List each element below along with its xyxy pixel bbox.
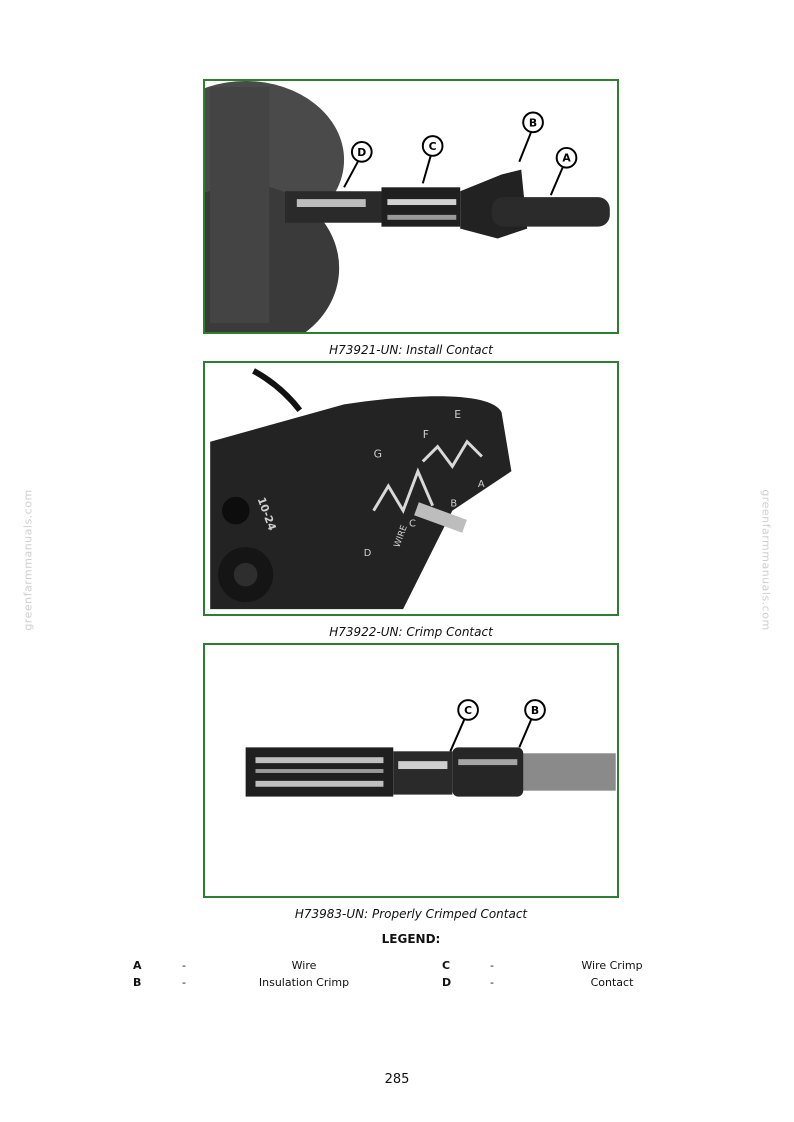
legend-dash-d: - bbox=[490, 976, 494, 989]
svg-text:A: A bbox=[477, 479, 485, 491]
legend-row-1 bbox=[0, 958, 794, 974]
svg-text:D: D bbox=[357, 145, 367, 159]
legend-text-d: Contact bbox=[590, 976, 634, 989]
svg-text:C: C bbox=[409, 518, 416, 530]
figure-install-contact bbox=[203, 79, 619, 334]
caption-crimped-contact: H73983-UN: Properly Crimped Contact bbox=[294, 907, 528, 921]
wire bbox=[492, 197, 610, 227]
watermark-right: greenfarmmanuals.com bbox=[759, 489, 773, 631]
caption-install-contact: H73921-UN: Install Contact bbox=[329, 343, 493, 357]
crimp-tool-photo bbox=[205, 363, 617, 614]
legend-key-d: D bbox=[442, 976, 452, 989]
legend-dash-c: - bbox=[490, 959, 494, 972]
legend-row-2 bbox=[0, 975, 794, 991]
svg-text:C: C bbox=[464, 703, 473, 717]
legend-key-b: B bbox=[133, 976, 142, 989]
legend-dash-a: - bbox=[182, 959, 186, 972]
svg-text:B: B bbox=[528, 116, 538, 130]
svg-text:D: D bbox=[363, 547, 372, 559]
install-contact-photo bbox=[205, 81, 617, 332]
caption-crimp-contact: H73922-UN: Crimp Contact bbox=[329, 625, 493, 639]
crimped-contact-photo bbox=[205, 645, 617, 896]
svg-text:A: A bbox=[562, 151, 571, 165]
figure-crimped-contact bbox=[203, 643, 619, 898]
svg-text:E: E bbox=[454, 408, 462, 422]
legend-key-c: C bbox=[442, 959, 451, 972]
svg-text:WIRE: WIRE bbox=[392, 523, 410, 550]
legend-text-a: Wire bbox=[291, 959, 317, 972]
figure-crimp-contact bbox=[203, 361, 619, 616]
legend-text-b: Insulation Crimp bbox=[258, 976, 350, 989]
svg-text:G: G bbox=[373, 447, 382, 461]
svg-text:10-24: 10-24 bbox=[254, 495, 279, 533]
page-number: 285 bbox=[384, 1072, 410, 1087]
legend-title: LEGEND: bbox=[381, 932, 441, 946]
legend-text-c: Wire Crimp bbox=[581, 959, 643, 972]
legend-key-a: A bbox=[133, 959, 142, 972]
svg-text:B: B bbox=[530, 703, 540, 717]
legend-dash-b: - bbox=[182, 976, 186, 989]
svg-text:C: C bbox=[428, 139, 437, 153]
svg-text:B: B bbox=[450, 498, 458, 510]
svg-text:F: F bbox=[422, 427, 430, 441]
watermark-left: greenfarmmanuals.com bbox=[21, 489, 35, 631]
